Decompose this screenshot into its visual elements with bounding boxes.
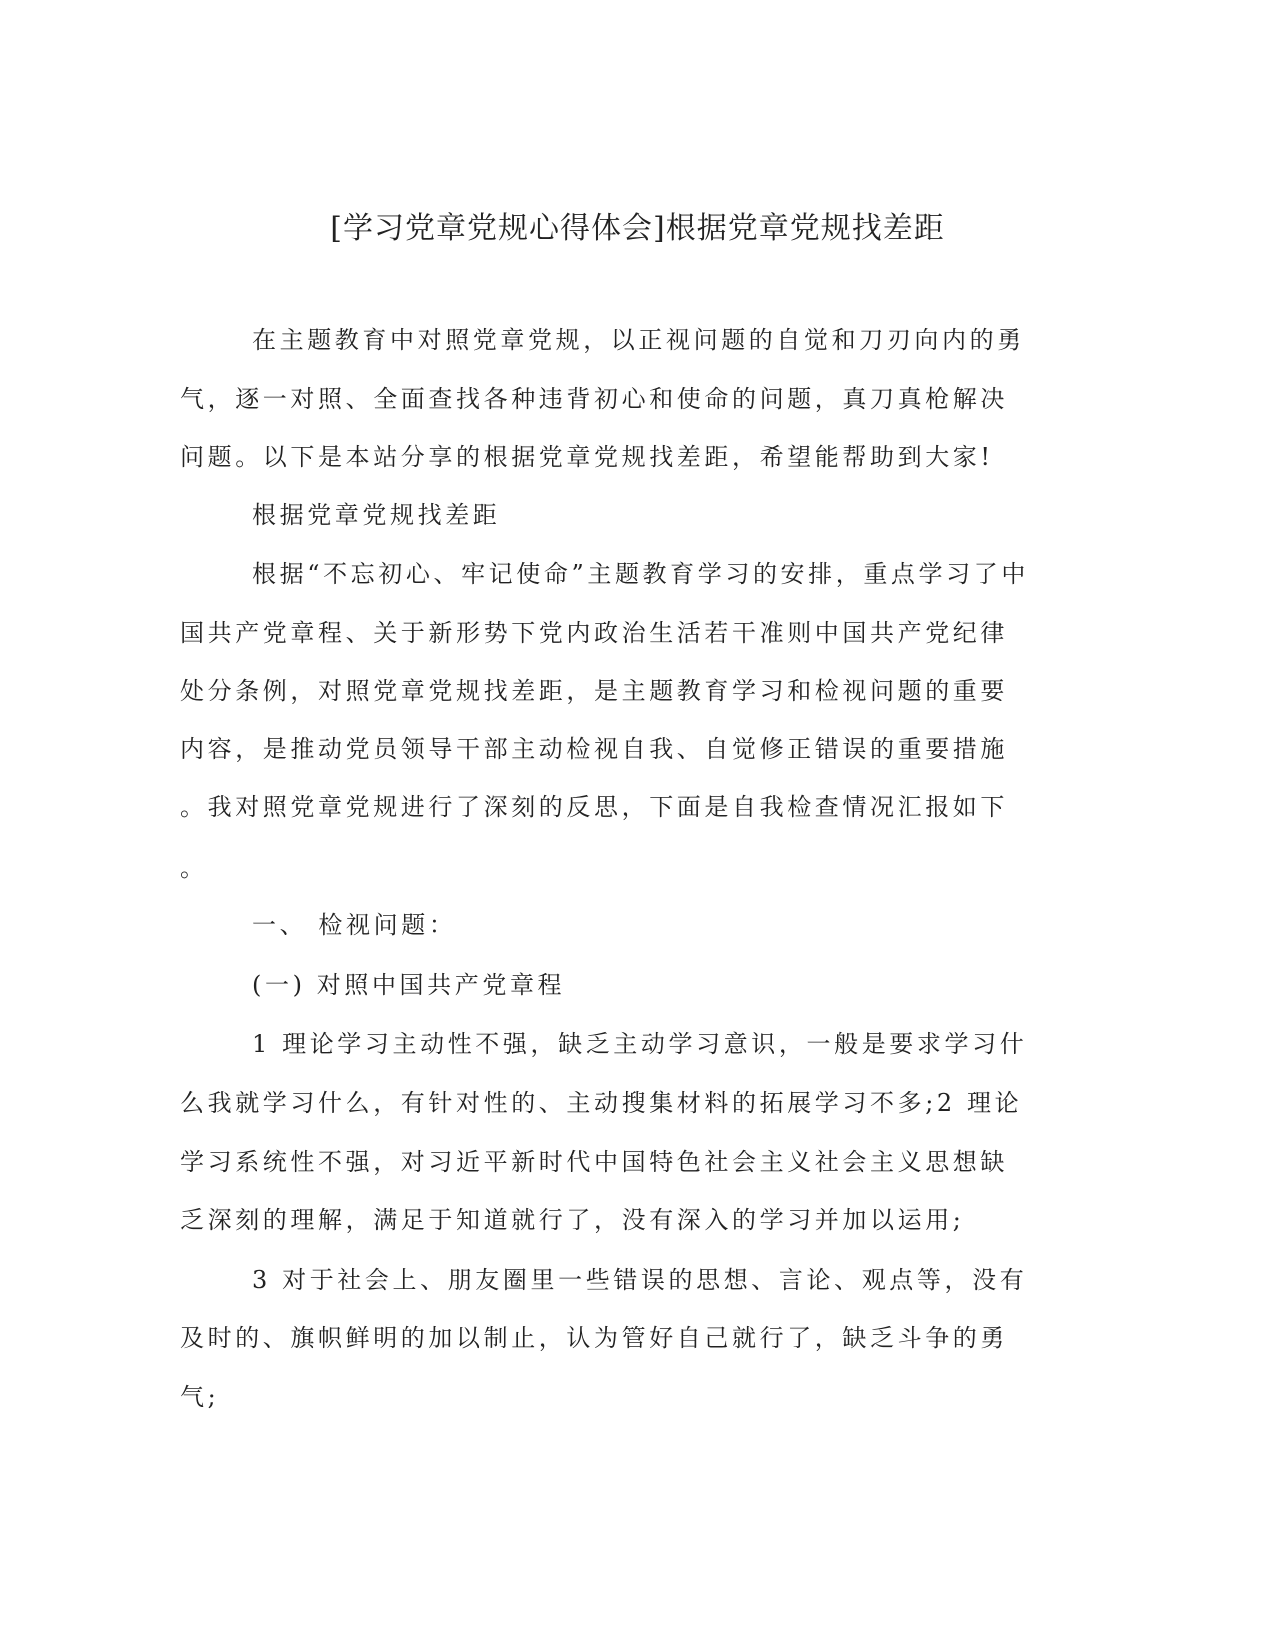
text-line: 及时的、旗帜鲜明的加以制止，认为管好自己就行了，缺乏斗争的勇: [180, 1324, 1008, 1352]
text-line: 内容，是推动党员领导干部主动检视自我、自觉修正错误的重要措施: [180, 735, 1008, 763]
text-line: 在主题教育中对照党章党规，以正视问题的自觉和刀刃向内的勇: [252, 326, 1025, 354]
text-line: 1 理论学习主动性不强，缺乏主动学习意识，一般是要求学习什: [252, 1030, 1028, 1058]
text-line: 根据党章党规找差距: [252, 501, 501, 529]
text-line: 。: [180, 854, 208, 882]
text-line: 处分条例，对照党章党规找差距，是主题教育学习和检视问题的重要: [180, 677, 1008, 705]
text-line: 一、 检视问题：: [252, 911, 457, 939]
text-line: 国共产党章程、关于新形势下党内政治生活若干准则中国共产党纪律: [180, 619, 1008, 647]
text-line: 么我就学习什么，有针对性的、主动搜集材料的拓展学习不多;2 理论: [180, 1089, 1023, 1117]
document-title: [学习党章党规心得体会]根据党章党规找差距: [330, 211, 945, 246]
text-line: 学习系统性不强，对习近平新时代中国特色社会主义社会主义思想缺: [180, 1148, 1008, 1176]
text-line: 根据“不忘初心、牢记使命”主题教育学习的安排，重点学习了中: [252, 560, 1029, 588]
text-line: 问题。以下是本站分享的根据党章党规找差距，希望能帮助到大家!: [180, 443, 994, 471]
text-line: 气，逐一对照、全面查找各种违背初心和使命的问题，真刀真枪解决: [180, 385, 1008, 413]
text-line: 乏深刻的理解，满足于知道就行了，没有深入的学习并加以运用;: [180, 1206, 965, 1234]
text-line: 3 对于社会上、朋友圈里一些错误的思想、言论、观点等，没有: [252, 1266, 1028, 1294]
text-line: 。我对照党章党规进行了深刻的反思，下面是自我检查情况汇报如下: [180, 793, 1008, 821]
text-line: 气;: [180, 1383, 220, 1411]
text-line: (一) 对照中国共产党章程: [252, 971, 566, 999]
